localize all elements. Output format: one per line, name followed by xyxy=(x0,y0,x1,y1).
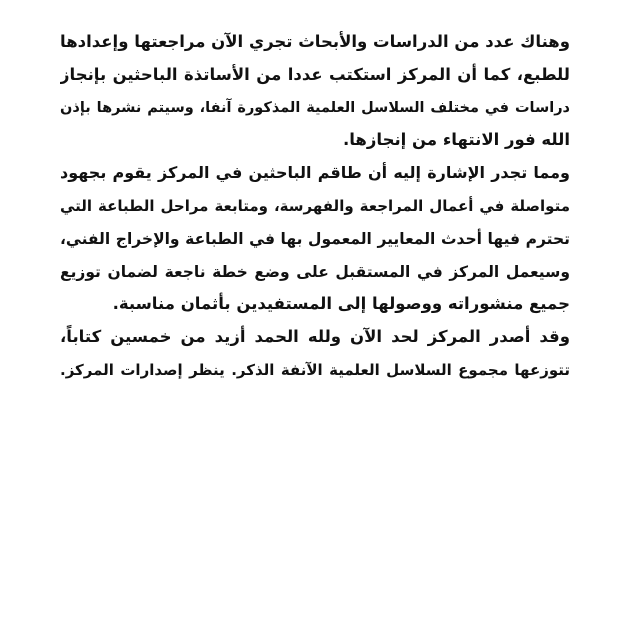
text-line: جميع منشوراته ووصولها إلى المستفيدين بأثمان مناسبة. xyxy=(112,294,570,314)
text-line: وقد أصدر المركز لحد الآن ولله الحمد أزيد من خمسين كتاباً، xyxy=(60,327,570,347)
paragraph-3 xyxy=(60,321,570,387)
text-line: الله فور الانتهاء من إنجازها. xyxy=(342,130,570,150)
text-line: وسيعمل المركز في المستقبل على وضع خطة ناجعة لضمان توزيع xyxy=(60,262,570,281)
text-line: تتوزعها مجموع السلاسل العلمية الآنفة الذكر. ينظر إصدارات المركز. xyxy=(60,360,570,379)
text-line: وهناك عدد من الدراسات والأبحاث تجري الآن مراجعتها وإعدادها xyxy=(60,32,570,51)
text-line: متواصلة في أعمال المراجعة والفهرسة، ومتابعة مراحل الطباعة التي xyxy=(60,196,570,215)
paragraph-1 xyxy=(60,26,570,157)
text-line: تحترم فيها أحدث المعايير المعمول بها في الطباعة والإخراج الفني، xyxy=(60,229,570,248)
document-body xyxy=(60,26,570,387)
paragraph-2 xyxy=(60,157,570,321)
text-line: دراسات في مختلف السلاسل العلمية المذكورة آنفا، وسيتم نشرها بإذن xyxy=(60,99,570,116)
text-line: للطبع، كما أن المركز استكتب عددا من الأساتذة الباحثين بإنجاز xyxy=(60,64,570,84)
text-line: ومما تجدر الإشارة إليه أن طاقم الباحثين في المركز يقوم بجهود xyxy=(60,163,570,183)
